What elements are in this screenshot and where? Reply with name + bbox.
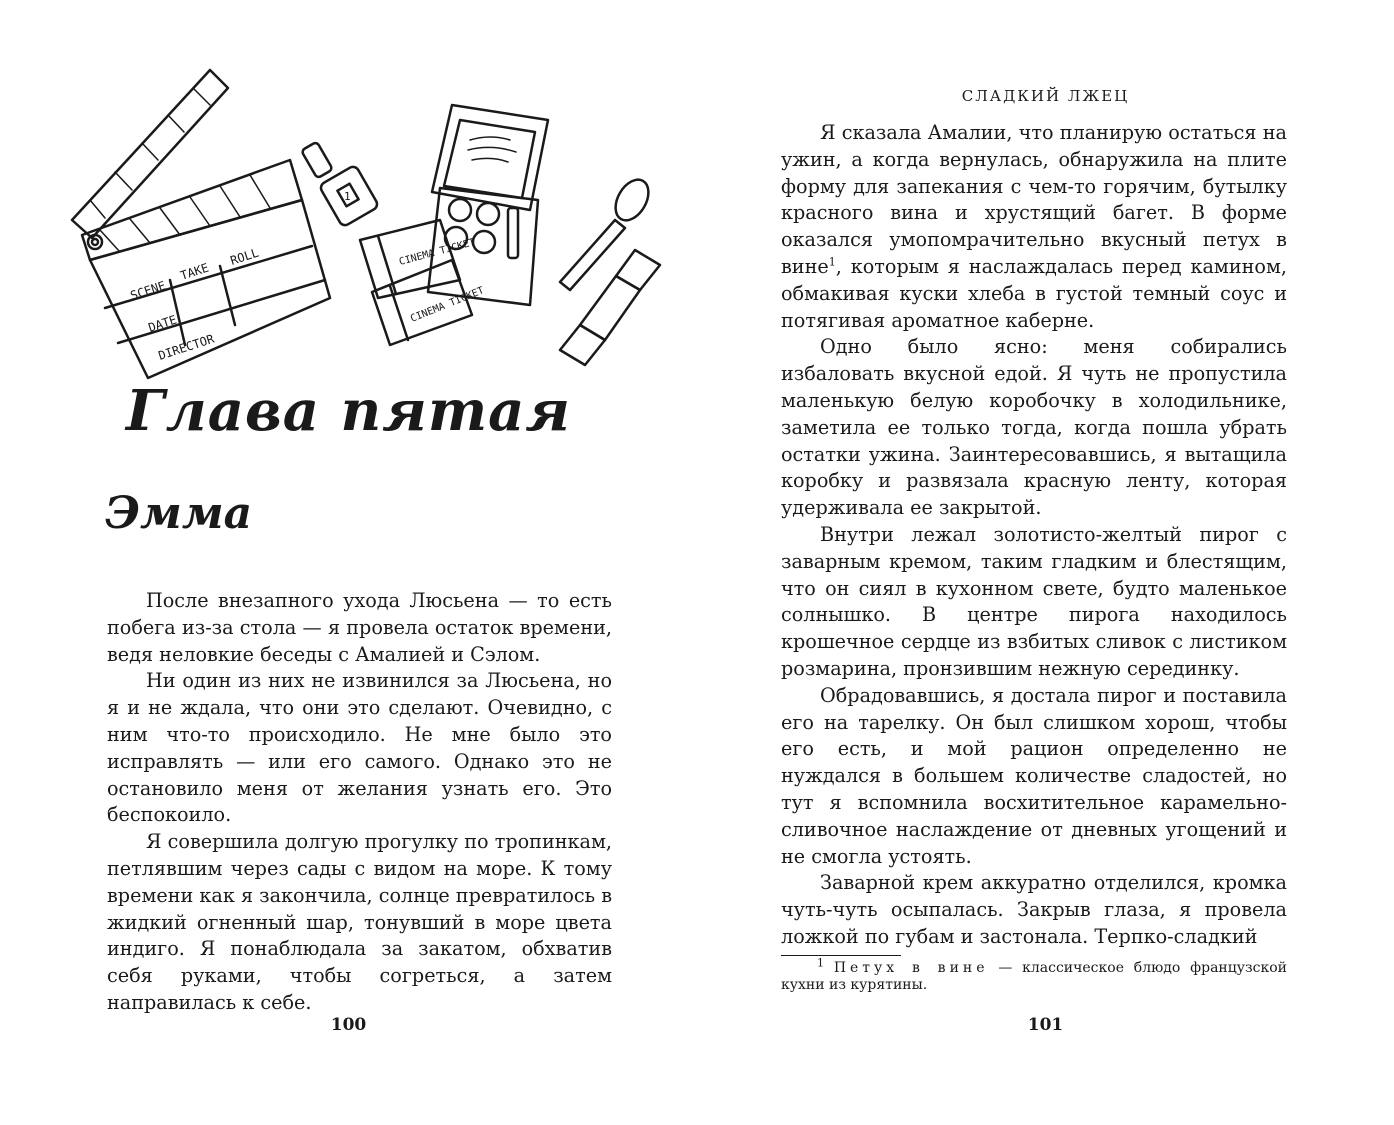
pov-character-name: Эмма [105, 488, 253, 539]
left-body-text [107, 588, 612, 1017]
footnote-mark[interactable]: 1 [828, 255, 836, 269]
cinema-tickets-icon [360, 220, 472, 345]
clapper-scene-label: SCENE [128, 278, 168, 303]
footnote-number [781, 956, 824, 976]
paragraph [781, 120, 1287, 334]
paragraph: Обрадовавшись, я достала пирог и поставила его на тарелку. Он был слишком хорош, чтобы его есть, и мой рацион определенно не нуждался в большем количестве сладостей, но тут я вспомнила восхитительное карамельно-сливочное наслаждение от дневных угощений и не смогла устоять. [781, 683, 1287, 868]
right-page [697, 0, 1394, 1125]
illustration-svg [60, 60, 680, 390]
paragraph: Внутри лежал золотисто-желтый пирог с заварным кремом, таким гладким и блестящим, что он сиял в кухонном свете, будто маленькое солнышко. В центре пирога находилось крошечное сердце из взбитых сливок с листиком розмарина, пронзившим нежную серединку. [781, 522, 1287, 680]
ticket-label-2: CINEMA TICKET [409, 285, 486, 325]
footnote-text: — классическое блюдо французской кухни из курятины. [781, 960, 1287, 993]
ticket-label-1: CINEMA TICKET [397, 237, 477, 268]
paragraph: После внезапного ухода Люсьена — то есть побега из-за стола — я провела остаток времени, ведя неловкие беседы с Амалией и Сэлом. [107, 589, 612, 666]
clapper-roll-label: ROLL [228, 245, 261, 268]
footnote-term: Петух в вине [833, 960, 989, 976]
polish-label: 1 [344, 190, 351, 203]
footnote [781, 956, 1287, 994]
paragraph: Я совершила долгую прогулку по тропинкам, петлявшим через сады с видом на море. К тому времени как я закончила, солнце превратилось в жидкий огненный шар, тонувший в море цвета индиго. Я понаблюдала за закатом, обхватив себя руками, чтобы согреться, а затем направилась к себе. [107, 830, 612, 1014]
lipstick-icon [560, 250, 660, 365]
clapper-take-label: TAKE [178, 260, 211, 283]
chapter-illustration [60, 60, 680, 390]
page-number-left: 100 [330, 1015, 367, 1035]
page-number-right: 101 [1027, 1015, 1064, 1035]
right-body-text [781, 120, 1287, 951]
running-head: СЛАДКИЙ ЛЖЕЦ [961, 87, 1130, 105]
paragraph: Одно было ясно: меня собирались избаловать вкусной едой. Я чуть не пропустила маленькую белую коробочку в холодильнике, заметила ее только тогда, когда пошла убрать остатки ужина. Заинтересовавшись, я вытащила коробку и развязала красную ленту, которая удерживала ее закрытой. [781, 335, 1287, 520]
makeup-brush-icon [560, 174, 655, 290]
paragraph: Заварной крем аккуратно отделился, кромка чуть-чуть осыпалась. Закрыв глаза, я провела ложкой по губам и застонала. Терпко-сладкий [781, 871, 1287, 948]
clapper-date-label: DATE [146, 312, 179, 335]
paragraph: Ни один из них не извинился за Люсьена, но я и не ждала, что они это сделают. Очевидно, с ним что-то происходило. Не мне было это исправлять — или его самого. Однако это не остановило меня от желания узнать его. Это беспокоило. [107, 669, 612, 827]
paragraph-text: , которым я наслаждалась перед камином, обмакивая куски хлеба в густой темный соус и потягивая ароматное каберне. [781, 254, 1287, 332]
paragraph-text: Я сказала Амалии, что планирую остаться на ужин, а когда вернулась, обнаружила на плите форму для запекания с чем-то горячим, бутылку красного вина и хрустящий багет. В форме оказался умопомрачительно вкусный петух в вине [781, 121, 1287, 278]
footnote-divider [781, 955, 901, 956]
chapter-title: Глава пятая [126, 378, 571, 444]
eyeshadow-palette-icon [428, 105, 548, 305]
footnote-number-mark: 1 [817, 956, 824, 970]
clapperboard-icon [72, 70, 330, 378]
clapper-director-label: DIRECTOR [156, 331, 216, 363]
nail-polish-icon [301, 142, 379, 228]
